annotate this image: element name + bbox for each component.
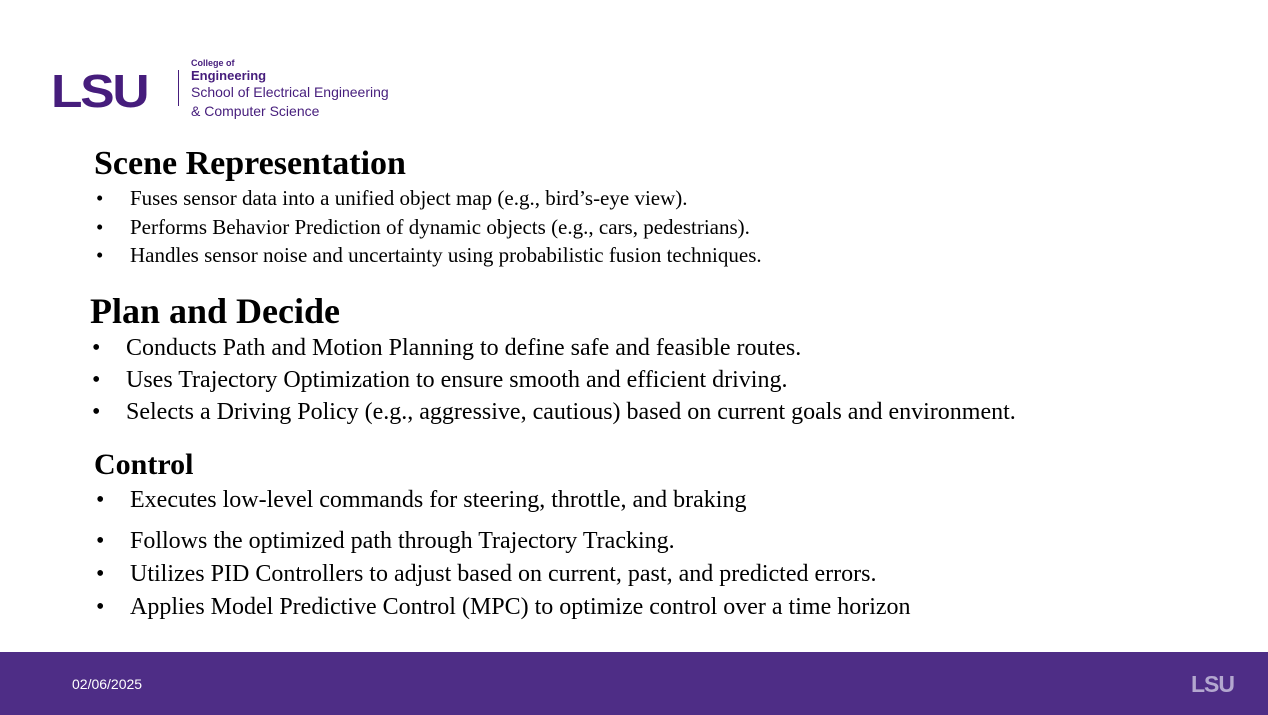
- section-title: Plan and Decide: [90, 291, 341, 331]
- lsu-engineering-logo: [51, 58, 421, 124]
- bullet-item: • Utilizes PID Controllers to adjust based on current, past, and predicted errors.: [94, 558, 911, 591]
- footer-lsu-logo: LSU: [1191, 671, 1234, 697]
- footer-date: 02/06/2025: [72, 676, 143, 692]
- logo-text: [191, 58, 389, 121]
- footer-bar: [0, 652, 1268, 715]
- section-title: Control: [94, 448, 194, 481]
- bullet-item: • Fuses sensor data into a unified object map (e.g., bird’s-eye view).: [94, 184, 762, 213]
- bullet-item: • Follows the optimized path through Trajectory Tracking.: [94, 525, 911, 558]
- lsu-logo-mark: LSU: [51, 65, 148, 117]
- bullet-list: [94, 483, 911, 624]
- logo-divider: [178, 70, 179, 106]
- bullet-item: • Uses Trajectory Optimization to ensure smooth and efficient driving.: [90, 364, 1016, 396]
- logo-computer-science: & Computer Science: [191, 103, 320, 119]
- bullet-list: [94, 184, 762, 270]
- bullet-item: • Handles sensor noise and uncertainty using probabilistic fusion techniques.: [94, 241, 762, 270]
- section-scene-representation: [94, 144, 762, 270]
- bullet-item: • Executes low-level commands for steering, throttle, and braking: [94, 483, 911, 517]
- logo-engineering: Engineering: [191, 68, 267, 83]
- bullet-item: • Performs Behavior Prediction of dynamic objects (e.g., cars, pedestrians).: [94, 213, 762, 242]
- bullet-item: • Selects a Driving Policy (e.g., aggressive, cautious) based on current goals and environment.: [90, 396, 1016, 428]
- bullet-item: • Conducts Path and Motion Planning to define safe and feasible routes.: [90, 332, 1016, 364]
- section-control: [94, 447, 911, 624]
- bullet-list: [90, 332, 1016, 428]
- bullet-item: • Applies Model Predictive Control (MPC) to optimize control over a time horizon: [94, 591, 911, 624]
- logo-college-of: College of: [191, 58, 235, 68]
- section-title: Scene Representation: [94, 145, 406, 182]
- section-plan-and-decide: [90, 290, 1016, 428]
- logo-school-name: School of Electrical Engineering: [191, 84, 389, 100]
